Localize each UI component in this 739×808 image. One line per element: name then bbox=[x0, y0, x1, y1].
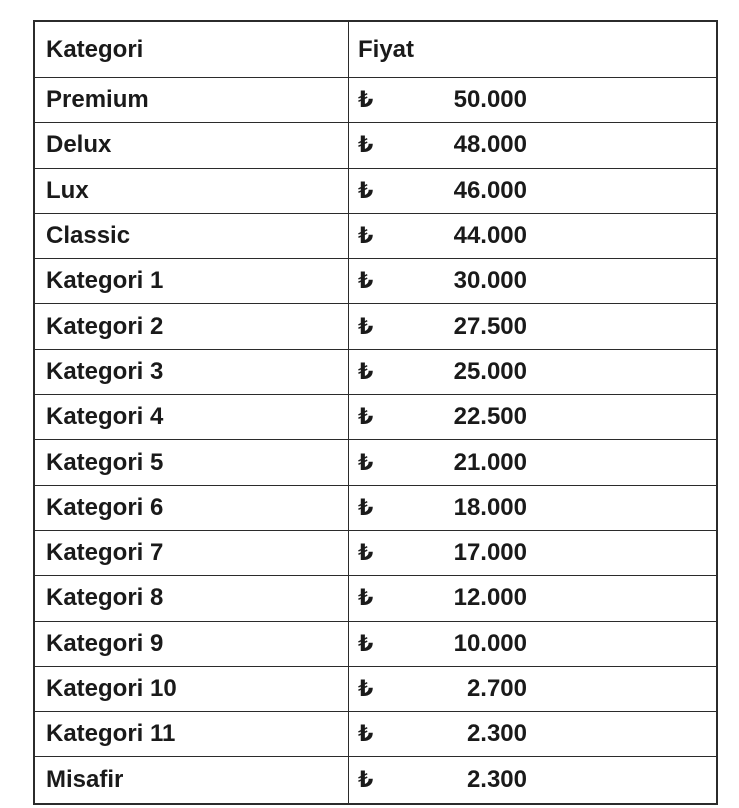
lira-currency-icon: ₺ bbox=[358, 767, 374, 793]
category-cell: Premium bbox=[35, 78, 349, 122]
price-cell bbox=[349, 576, 716, 620]
price-amount: 25.000 bbox=[453, 357, 527, 385]
lira-currency-icon: ₺ bbox=[358, 313, 374, 339]
category-cell: Kategori 9 bbox=[35, 622, 349, 666]
table-header-row bbox=[35, 22, 716, 78]
table-row bbox=[35, 259, 716, 304]
lira-currency-icon: ₺ bbox=[358, 630, 374, 656]
price-cell bbox=[349, 214, 716, 258]
header-price: Fiyat bbox=[358, 35, 415, 63]
price-amount: 46.000 bbox=[453, 176, 527, 204]
price-amount: 48.000 bbox=[453, 131, 527, 159]
price-amount: 27.500 bbox=[453, 312, 527, 340]
category-cell: Delux bbox=[35, 123, 349, 167]
price-amount: 18.000 bbox=[453, 493, 527, 521]
table-row bbox=[35, 486, 716, 531]
category-cell: Kategori 10 bbox=[35, 667, 349, 711]
price-amount: 44.000 bbox=[453, 222, 527, 250]
price-cell bbox=[349, 622, 716, 666]
lira-currency-icon: ₺ bbox=[358, 585, 374, 611]
price-cell bbox=[349, 123, 716, 167]
price-amount: 12.000 bbox=[453, 584, 527, 612]
price-cell bbox=[349, 486, 716, 530]
category-cell: Kategori 6 bbox=[35, 486, 349, 530]
lira-currency-icon: ₺ bbox=[358, 540, 374, 566]
price-cell bbox=[349, 78, 716, 122]
price-cell bbox=[349, 350, 716, 394]
lira-currency-icon: ₺ bbox=[358, 223, 374, 249]
category-cell: Kategori 2 bbox=[35, 304, 349, 348]
lira-currency-icon: ₺ bbox=[358, 87, 374, 113]
price-cell bbox=[349, 259, 716, 303]
price-amount: 22.500 bbox=[453, 403, 527, 431]
table-row bbox=[35, 78, 716, 123]
price-amount: 30.000 bbox=[453, 267, 527, 295]
lira-currency-icon: ₺ bbox=[358, 132, 374, 158]
category-cell: Kategori 7 bbox=[35, 531, 349, 575]
price-amount: 2.300 bbox=[466, 766, 527, 794]
lira-currency-icon: ₺ bbox=[358, 449, 374, 475]
price-cell bbox=[349, 712, 716, 756]
price-amount: 17.000 bbox=[453, 539, 527, 567]
lira-currency-icon: ₺ bbox=[358, 404, 374, 430]
price-amount: 21.000 bbox=[453, 448, 527, 476]
lira-currency-icon: ₺ bbox=[358, 268, 374, 294]
lira-currency-icon: ₺ bbox=[358, 721, 374, 747]
table-row bbox=[35, 214, 716, 259]
price-amount: 2.700 bbox=[466, 675, 527, 702]
category-cell: Misafir bbox=[35, 757, 349, 802]
price-cell bbox=[349, 304, 716, 348]
header-category: Kategori bbox=[35, 22, 349, 77]
table-row bbox=[35, 531, 716, 576]
lira-currency-icon: ₺ bbox=[358, 494, 374, 520]
table-row bbox=[35, 395, 716, 440]
category-cell: Kategori 5 bbox=[35, 440, 349, 484]
price-cell bbox=[349, 531, 716, 575]
category-cell: Kategori 1 bbox=[35, 259, 349, 303]
table-row bbox=[35, 440, 716, 485]
table-row bbox=[35, 757, 716, 802]
category-cell: Lux bbox=[35, 169, 349, 213]
price-amount: 10.000 bbox=[453, 629, 527, 657]
category-cell: Kategori 11 bbox=[35, 712, 349, 756]
price-cell bbox=[349, 757, 716, 802]
table-row bbox=[35, 667, 716, 712]
table-row bbox=[35, 350, 716, 395]
table-row bbox=[35, 622, 716, 667]
category-cell: Kategori 3 bbox=[35, 350, 349, 394]
category-cell: Kategori 4 bbox=[35, 395, 349, 439]
price-cell bbox=[349, 440, 716, 484]
lira-currency-icon: ₺ bbox=[358, 358, 374, 384]
table-row bbox=[35, 576, 716, 621]
price-cell bbox=[349, 169, 716, 213]
price-amount: 2.300 bbox=[466, 720, 527, 748]
table-row bbox=[35, 169, 716, 214]
lira-currency-icon: ₺ bbox=[358, 177, 374, 203]
price-amount: 50.000 bbox=[453, 86, 527, 114]
table-row bbox=[35, 123, 716, 168]
category-cell: Classic bbox=[35, 214, 349, 258]
price-cell bbox=[349, 667, 716, 711]
table-row bbox=[35, 712, 716, 757]
table-row bbox=[35, 304, 716, 349]
lira-currency-icon: ₺ bbox=[358, 676, 374, 701]
price-table bbox=[33, 20, 718, 805]
category-cell: Kategori 8 bbox=[35, 576, 349, 620]
price-cell bbox=[349, 395, 716, 439]
